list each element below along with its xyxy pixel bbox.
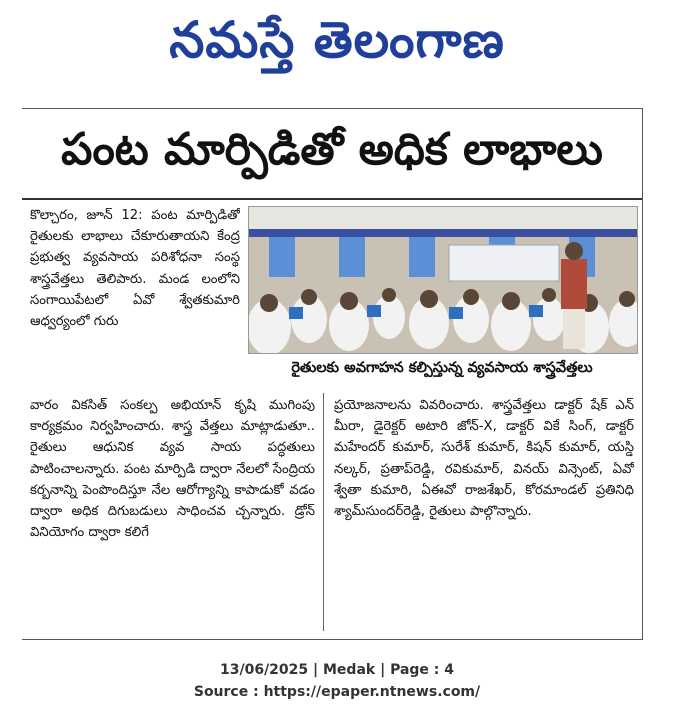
masthead-title: నమస్తే తెలంగాణ <box>169 10 505 69</box>
footer-date-edition: 13/06/2025 | Medak | Page : 4 <box>219 662 455 678</box>
photo-farmers-meeting <box>249 207 637 353</box>
newspaper-masthead <box>0 0 674 92</box>
article-column-1-bottom: వారం వికసిత్ సంకల్ప అభియాన్ కృషి ముగింపు కార్యక్రమం నిర్వహించారు. శాస్త్ర వేత్తలు మాట్లాడుతూ.. రైతులు ఆధునిక వ్యవ సాయ పద్ధతులు పాటించాలన్నారు. పంట మార్పిడి ద్వారా నేలలో సేంద్రియ కర్బనాన్ని పెంపొందిస్తూ నేల ఆరోగ్యాన్ని కాపాడుకో వడం ద్వారా అధిక దిగుబడులు సాధించవ చ్చన్నారు. డ్రోన్ వినియోగం ద్వారా కలిగే <box>30 398 315 541</box>
article-column-1-top: కొల్చారం, జూన్ 12: పంట మార్పిడితో రైతులకు లాభాలు చేకూరుతాయని కేంద్ర ప్రభుత్వ వ్యవసాయ పరిశోధనా సంస్థ శాస్త్రవేత్తలు తెలిపారు. మండ లంలోని సంగాయిపేటలో ఏవో శ్వేతకుమారి ఆధ్వర్యంలో గురు <box>30 208 240 330</box>
article-headline <box>22 116 642 194</box>
column-divider <box>323 393 324 631</box>
headline-divider <box>22 198 642 200</box>
article-column-2: ప్రయోజనాలను వివరించారు. శాస్త్రవేత్తలు డాక్టర్ షేక్ ఎన్ మీరా, డైరెక్టర్ అటారి జోన్-X, డాక్టర్ వికే సింగ్, డాక్టర్ మహేందర్ కుమార్, సురేశ్ కుమార్, కిషన్ కుమార్, యస్డి నల్కర్, ప్రతాప్‌రెడ్డి, రవికుమార్, వినయ్ విన్సెంట్, ఏవో శ్వేతా కుమారి, ఏఈవో రాజశేఖర్, కోరమాండల్ ప్రతినిధి శ్యామ్‌సుందర్‌రెడ్డి, రైతులు పాల్గొన్నారు. <box>334 398 634 520</box>
headline-text: పంట మార్పిడితో అధిక లాభాలు <box>61 124 603 175</box>
photo-caption: రైతులకు అవగాహన కల్పిస్తున్న వ్యవసాయ శాస్త్రవేత్తలు <box>291 360 593 376</box>
footer-source: Source : https://epaper.ntnews.com/ <box>193 684 481 700</box>
article-photo <box>248 206 638 354</box>
